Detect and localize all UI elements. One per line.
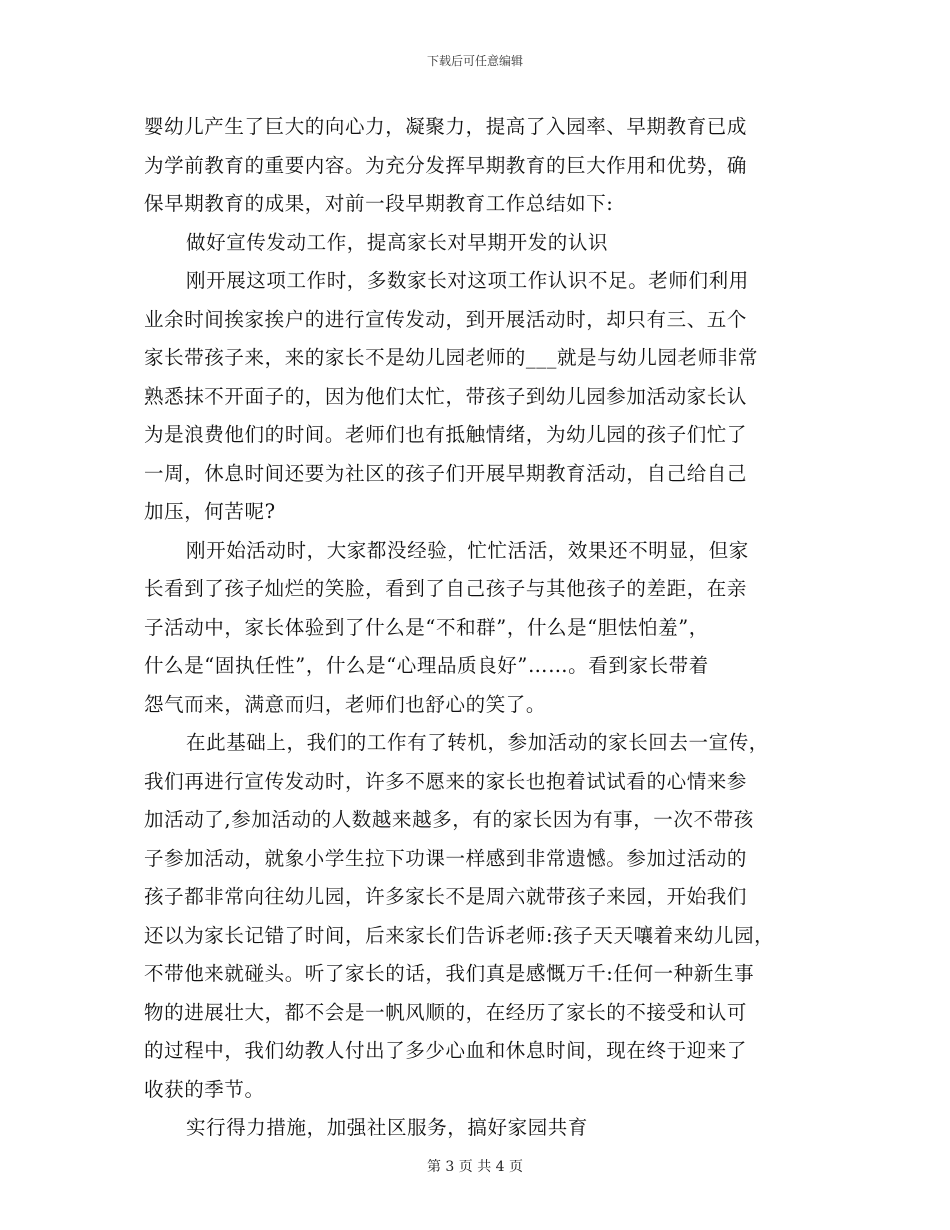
page-header: 下载后可任意编辑 bbox=[426, 54, 523, 68]
body-line: 一周，休息时间还要为社区的孩子们开展早期教育活动，自己给自己 bbox=[144, 461, 748, 485]
section-heading: 实行得力措施，加强社区服务，搞好家园共育 bbox=[186, 1116, 589, 1139]
body-line: 保早期教育的成果，对前一段早期教育工作总结如下: bbox=[144, 192, 614, 215]
body-line: 刚开展这项工作时，多数家长对这项工作认识不足。老师们利用 bbox=[186, 269, 749, 292]
body-line: 收获的季节。 bbox=[144, 1077, 265, 1101]
body-line: 还以为家长记错了时间，后来家长们告诉老师:孩子天天嚷着来幼儿园， bbox=[144, 923, 775, 947]
body-line: 孩子都非常向往幼儿园，许多家长不是周六就带孩子来园，开始我们 bbox=[144, 885, 748, 908]
body-line: 我们再进行宣传发动时，许多不愿来的家长也抱着试试看的心情来参 bbox=[144, 769, 748, 793]
body-line: 怨气而来，满意而归，老师们也舒心的笑了。 bbox=[144, 692, 547, 716]
body-line: 长看到了孩子灿烂的笑脸，看到了自己孩子与其他孩子的差距，在亲 bbox=[144, 577, 748, 600]
body-line: 物的进展壮大，都不会是一帆风顺的，在经历了家长的不接受和认可 bbox=[144, 1000, 748, 1024]
body-line: 子参加活动，就象小学生拉下功课一样感到非常遗憾。参加过活动的 bbox=[144, 846, 748, 870]
body-line: 为学前教育的重要内容。为充分发挥早期教育的巨大作用和优势，确 bbox=[144, 153, 748, 177]
body-line: 刚开始活动时，大家都没经验，忙忙活活，效果还不明显，但家 bbox=[186, 538, 749, 562]
body-line: 婴幼儿产生了巨大的向心力，凝聚力，提高了入园率、早期教育已成 bbox=[144, 115, 748, 138]
body-line: 加活动了,参加活动的人数越来越多，有的家长因为有事，一次不带孩 bbox=[144, 808, 754, 831]
body-line: 为是浪费他们的时间。老师们也有抵触情绪，为幼儿园的孩子们忙了 bbox=[144, 423, 748, 446]
body-line: 熟悉抹不开面子的，因为他们太忙，带孩子到幼儿园参加活动家长认 bbox=[144, 384, 748, 408]
body-line: 不带他来就碰头。听了家长的话，我们真是感慨万千:任何一种新生事 bbox=[144, 962, 755, 985]
body-line: 家长带孩子来，来的家长不是幼儿园老师的___就是与幼儿园老师非常 bbox=[144, 346, 758, 369]
body-line: 加压，何苦呢? bbox=[144, 500, 276, 523]
body-line: 子活动中，家长体验到了什么是“不和群”，什么是“胆怯怕羞”， bbox=[144, 615, 709, 639]
body-line: 业余时间挨家挨户的进行宣传发动，到开展活动时，却只有三、五个 bbox=[144, 307, 748, 331]
section-heading: 做好宣传发动工作，提高家长对早期开发的认识 bbox=[186, 230, 609, 254]
body-line: 的过程中，我们幼教人付出了多少心血和休息时间，现在终于迎来了 bbox=[144, 1039, 748, 1062]
document-body bbox=[144, 108, 812, 1148]
page-number-footer: 第 3 页 共 4 页 bbox=[426, 1159, 524, 1175]
body-line: 什么是“固执任性”，什么是“心理品质良好”……。看到家长带着 bbox=[144, 654, 709, 677]
body-line: 在此基础上，我们的工作有了转机，参加活动的家长回去一宣传， bbox=[186, 731, 769, 754]
